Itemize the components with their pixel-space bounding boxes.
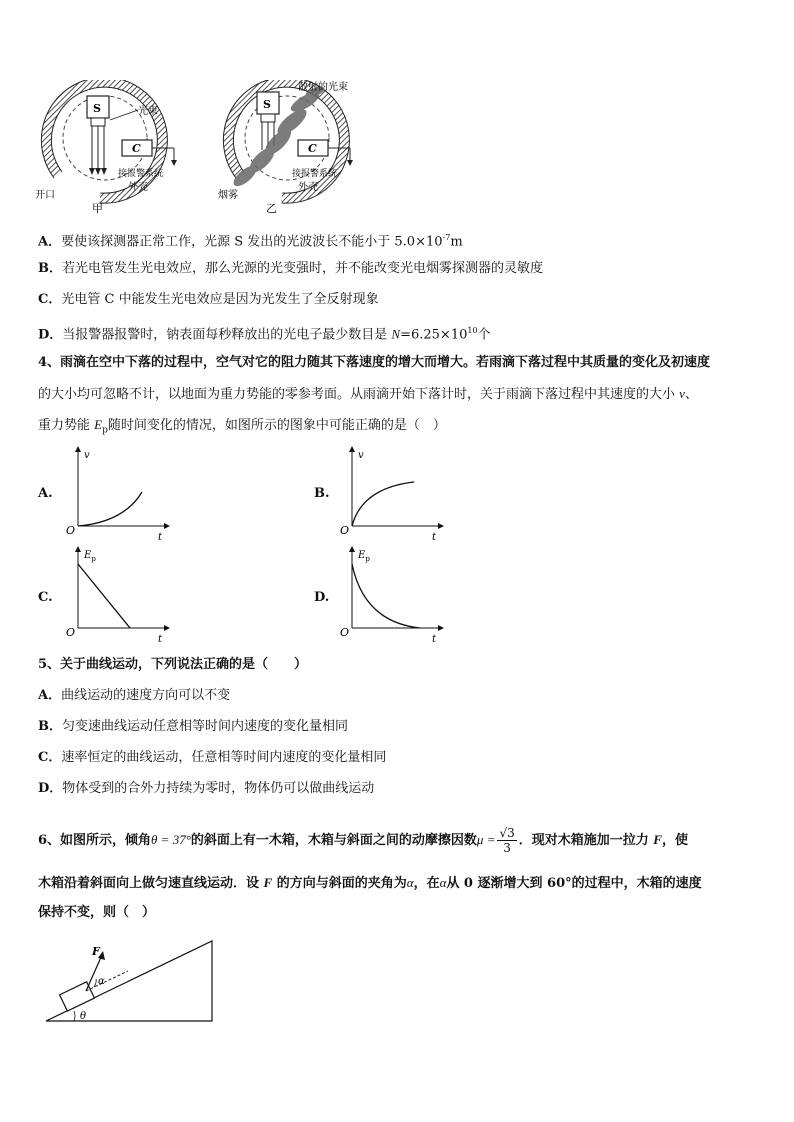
- q6-stem-line2: 木箱沿着斜面向上做匀速直线运动．设 F 的方向与斜面的夹角为α，在α从 0 逐渐增大到 60°的过程中，木箱的速度: [38, 875, 702, 891]
- detector-yi: [218, 80, 353, 215]
- q4-graph-c-ylabel: $E_p$: [84, 550, 96, 563]
- q4-graph-c-xlabel: t: [158, 634, 163, 644]
- q4-graph-d-origin: O: [340, 626, 350, 639]
- force-label: F: [92, 945, 100, 958]
- q4-graph-a-ylabel: v: [84, 450, 90, 461]
- q4-graph-b-xlabel: t: [432, 532, 437, 543]
- q4-graph-c-line: [78, 564, 130, 628]
- smoke-label: 烟雾: [218, 190, 238, 201]
- q3-option-b: B．若光电管发生光电效应，那么光源的光变强时，并不能改变光电烟雾探测器的灵敏度: [38, 261, 544, 276]
- q4-graph-c-origin: O: [66, 626, 76, 639]
- smoke-detector-figure: [30, 80, 390, 220]
- q4-graph-b-ylabel: v: [358, 450, 364, 461]
- beam-label: 光束: [138, 106, 158, 117]
- alpha-label: α: [98, 976, 105, 987]
- q4-graph-a-curve: [78, 492, 142, 526]
- q4-option-b-label: B.: [314, 486, 330, 501]
- q4-graph-d-xlabel: t: [432, 634, 437, 644]
- q4-option-d-label: D.: [314, 590, 330, 605]
- q4-stem-line1: 4、雨滴在空中下落的过程中，空气对它的阻力随其下落速度的增大而增大。若雨滴下落过程中其质量的变化及初速度: [38, 355, 711, 370]
- q4-graph-d: [338, 544, 448, 644]
- q6-stem-line3: 保持不变，则（ ）: [38, 905, 156, 920]
- q3-option-c: C．光电管 C 中能发生光电效应是因为光发生了全反射现象: [38, 292, 379, 307]
- alarm-label: 接报警系统: [118, 169, 164, 179]
- detector-jia: [35, 82, 177, 215]
- cell-label-2: C: [308, 142, 317, 155]
- yi-label: 乙: [266, 202, 277, 215]
- q4-graph-d-ylabel: $E_p$: [358, 550, 370, 563]
- q4-graph-b-curve: [352, 482, 414, 526]
- shell-label-2: 外壳: [298, 182, 318, 193]
- q4-graph-b-origin: O: [340, 524, 350, 537]
- q4-graph-b: [338, 444, 448, 544]
- q5-option-c: C．速率恒定的曲线运动，任意相等时间内速度的变化量相同: [38, 750, 387, 765]
- alarm-label-2: 接报警系统: [292, 169, 338, 179]
- q5-stem: 5、关于曲线运动，下列说法正确的是（ ）: [38, 657, 308, 672]
- q5-option-b: B．匀变速曲线运动任意相等时间内速度的变化量相同: [38, 719, 349, 734]
- q4-option-a-label: A.: [38, 486, 53, 501]
- cell-label: C: [132, 142, 141, 155]
- q4-stem-line2: 的大小均可忽略不计，以地面为重力势能的零参考面。从雨滴开始下落计时，关于雨滴下落过程中其速度的大小 v、: [38, 386, 698, 402]
- q5-option-d: D．物体受到的合外力持续为零时，物体仍可以做曲线运动: [38, 781, 375, 796]
- q4-graph-d-curve: [352, 564, 420, 628]
- q4-option-c-label: C.: [38, 590, 53, 605]
- source-label-2: S: [263, 98, 271, 111]
- q4-graph-c: [64, 544, 174, 644]
- q3-option-d: D．当报警器报警时，钠表面每秒释放出的光电子最少数目是 $N=6.25\times 10^{10}$个: [38, 326, 491, 343]
- q4-graph-a-xlabel: t: [158, 532, 163, 543]
- q6-incline-figure: [40, 935, 220, 1027]
- theta-label: θ: [80, 1011, 87, 1022]
- q5-option-a: A．曲线运动的速度方向可以不变: [38, 688, 231, 703]
- opening-label: 开口: [35, 190, 55, 201]
- jia-label: 甲: [92, 202, 103, 215]
- q4-stem-line3: 重力势能 $E_p$随时间变化的情况，如图所示的图象中可能正确的是（ ）: [38, 417, 446, 436]
- q6-stem-line1: 6、如图所示，倾角θ = 37°的斜面上有一木箱，木箱与斜面之间的动摩擦因数μ = $\frac{√3}{3}$ ．现对木箱施加一拉力 F，使: [38, 826, 688, 855]
- scattered-beam-label: 散射的光束: [298, 82, 348, 93]
- q4-graph-a-origin: O: [66, 524, 76, 537]
- q3-option-a: A．要使该探测器正常工作，光源 S 发出的光波波长不能小于 $5.0\times 10^{-7}m$: [38, 233, 463, 250]
- source-label: S: [93, 102, 101, 115]
- q4-graph-a: [64, 444, 174, 544]
- mu-fraction: $\frac{√3}{3}$: [499, 826, 515, 855]
- shell-label: 外壳: [128, 182, 148, 193]
